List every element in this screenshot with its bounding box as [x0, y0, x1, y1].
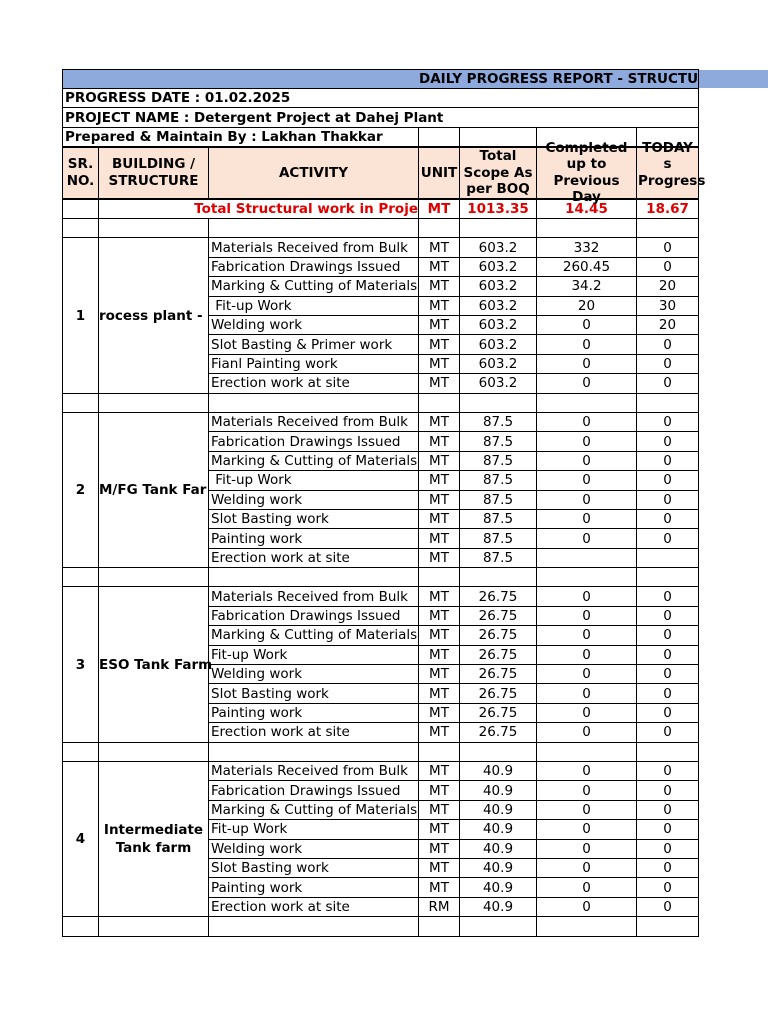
unit-cell: MT: [419, 800, 460, 819]
completed-prev-cell: 0: [537, 703, 637, 722]
scope-cell: 87.5: [460, 471, 537, 490]
scope-cell: 26.75: [460, 665, 537, 684]
unit-cell: MT: [419, 335, 460, 354]
empty-cell: [419, 219, 460, 238]
completed-prev-cell: 0: [537, 665, 637, 684]
empty-cell: [63, 199, 99, 219]
today-cell: 0: [637, 800, 699, 819]
scope-cell: 603.2: [460, 374, 537, 393]
section-sr-no: 3: [63, 587, 99, 742]
today-cell: 0: [637, 645, 699, 664]
activity-cell: Welding work: [209, 490, 419, 509]
activity-cell: Fit-up Work: [209, 820, 419, 839]
scope-cell: 603.2: [460, 238, 537, 257]
unit-cell: MT: [419, 665, 460, 684]
empty-cell: [99, 568, 209, 587]
completed-prev-cell: 0: [537, 839, 637, 858]
activity-cell: Welding work: [209, 665, 419, 684]
unit-cell: MT: [419, 354, 460, 373]
table-row: [63, 762, 699, 781]
activity-cell: Fianl Painting work: [209, 354, 419, 373]
report-title: DAILY PROGRESS REPORT - STRUCTU: [63, 70, 699, 89]
today-cell: 0: [637, 703, 699, 722]
activity-cell: Marking & Cutting of Materials: [209, 626, 419, 645]
today-cell: 0: [637, 858, 699, 877]
empty-cell: [537, 219, 637, 238]
activity-cell: Slot Basting work: [209, 858, 419, 877]
unit-cell: MT: [419, 645, 460, 664]
title-row: [63, 70, 699, 89]
unit-cell: MT: [419, 587, 460, 606]
completed-prev-cell: 0: [537, 800, 637, 819]
total-label: Total Structural work in Proje: [99, 199, 419, 219]
scope-cell: 40.9: [460, 820, 537, 839]
unit-cell: MT: [419, 762, 460, 781]
empty-cell: [419, 742, 460, 761]
scope-cell: 87.5: [460, 548, 537, 567]
activity-cell: Materials Received from Bulk: [209, 412, 419, 431]
empty-cell: [63, 742, 99, 761]
completed-prev-cell: 0: [537, 316, 637, 335]
unit-cell: MT: [419, 703, 460, 722]
empty-cell: [209, 393, 419, 412]
empty-cell: [537, 742, 637, 761]
activity-cell: Painting work: [209, 529, 419, 548]
today-cell: 0: [637, 820, 699, 839]
unit-cell: MT: [419, 781, 460, 800]
activity-cell: Fabrication Drawings Issued: [209, 432, 419, 451]
completed-prev-cell: 0: [537, 897, 637, 916]
completed-prev-cell: 0: [537, 335, 637, 354]
section-building: M/FG Tank Far: [99, 412, 209, 567]
today-cell: 0: [637, 451, 699, 470]
empty-cell: [637, 742, 699, 761]
activity-cell: Marking & Cutting of Materials: [209, 451, 419, 470]
empty-cell: [637, 917, 699, 936]
today-cell: 0: [637, 781, 699, 800]
unit-cell: MT: [419, 529, 460, 548]
header-sr-no: SR. NO.: [63, 147, 99, 199]
empty-cell: [63, 917, 99, 936]
unit-cell: MT: [419, 878, 460, 897]
unit-cell: MT: [419, 471, 460, 490]
today-cell: 0: [637, 897, 699, 916]
table-row: [63, 587, 699, 606]
completed-prev-cell: 0: [537, 684, 637, 703]
table-row: [63, 412, 699, 431]
empty-cell: [99, 219, 209, 238]
empty-cell: [63, 219, 99, 238]
unit-cell: MT: [419, 509, 460, 528]
empty-cell: [637, 393, 699, 412]
completed-prev-cell: 0: [537, 820, 637, 839]
activity-cell: Erection work at site: [209, 897, 419, 916]
scope-cell: 87.5: [460, 451, 537, 470]
total-scope: 1013.35: [460, 199, 537, 219]
empty-cell: [419, 917, 460, 936]
completed-prev-cell: 0: [537, 432, 637, 451]
empty-cell: [209, 568, 419, 587]
activity-cell: Welding work: [209, 316, 419, 335]
today-cell: 0: [637, 335, 699, 354]
spacer-row: [63, 742, 699, 761]
total-today: 18.67: [637, 199, 699, 219]
today-cell: 20: [637, 316, 699, 335]
empty-cell: [419, 568, 460, 587]
completed-prev-cell: 0: [537, 587, 637, 606]
activity-cell: Marking & Cutting of Materials: [209, 800, 419, 819]
scope-cell: 87.5: [460, 490, 537, 509]
scope-cell: 603.2: [460, 277, 537, 296]
completed-prev-cell: 34.2: [537, 277, 637, 296]
scope-cell: 40.9: [460, 781, 537, 800]
spacer-row: [63, 393, 699, 412]
scope-cell: 26.75: [460, 587, 537, 606]
today-cell: 30: [637, 296, 699, 315]
unit-cell: MT: [419, 684, 460, 703]
completed-prev-cell: 0: [537, 451, 637, 470]
empty-cell: [209, 219, 419, 238]
scope-cell: 26.75: [460, 606, 537, 625]
today-cell: 0: [637, 606, 699, 625]
activity-cell: Fit-up Work: [209, 296, 419, 315]
scope-cell: 26.75: [460, 626, 537, 645]
activity-cell: Welding work: [209, 839, 419, 858]
scope-cell: 40.9: [460, 762, 537, 781]
empty-cell: [460, 742, 537, 761]
progress-date-row: [63, 89, 699, 108]
scope-cell: 603.2: [460, 296, 537, 315]
today-cell: 0: [637, 684, 699, 703]
empty-cell: [460, 393, 537, 412]
header-completed-prev-text: Completed up to Previous Day: [545, 139, 628, 206]
today-cell: 0: [637, 839, 699, 858]
header-building: BUILDING / STRUCTURE: [99, 147, 209, 199]
unit-cell: MT: [419, 820, 460, 839]
today-cell: 0: [637, 354, 699, 373]
activity-cell: Fabrication Drawings Issued: [209, 606, 419, 625]
empty-cell: [537, 917, 637, 936]
spacer-row: [63, 568, 699, 587]
progress-date: PROGRESS DATE : 01.02.2025: [63, 89, 699, 108]
today-cell: [637, 548, 699, 567]
section-building: ESO Tank Farm: [99, 587, 209, 742]
today-cell: 0: [637, 490, 699, 509]
activity-cell: Marking & Cutting of Materials: [209, 277, 419, 296]
completed-prev-cell: 0: [537, 490, 637, 509]
title-bar-overflow: [698, 70, 768, 88]
activity-cell: Fabrication Drawings Issued: [209, 781, 419, 800]
today-cell: 0: [637, 257, 699, 276]
scope-cell: 40.9: [460, 878, 537, 897]
empty-cell: [637, 568, 699, 587]
unit-cell: MT: [419, 548, 460, 567]
empty-cell: [537, 393, 637, 412]
total-completed: 14.45: [537, 199, 637, 219]
activity-cell: Painting work: [209, 703, 419, 722]
header-row: [63, 147, 699, 199]
activity-cell: Slot Basting & Primer work: [209, 335, 419, 354]
completed-prev-cell: 20: [537, 296, 637, 315]
progress-report-sheet: [62, 69, 706, 937]
completed-prev-cell: 0: [537, 762, 637, 781]
unit-cell: MT: [419, 374, 460, 393]
activity-cell: Fit-up Work: [209, 471, 419, 490]
section-sr-no: 1: [63, 238, 99, 393]
scope-cell: 40.9: [460, 897, 537, 916]
today-cell: 0: [637, 374, 699, 393]
unit-cell: MT: [419, 839, 460, 858]
activity-cell: Painting work: [209, 878, 419, 897]
empty-cell: [99, 742, 209, 761]
unit-cell: MT: [419, 858, 460, 877]
progress-table: [62, 69, 706, 937]
completed-prev-cell: 0: [537, 374, 637, 393]
completed-prev-cell: 332: [537, 238, 637, 257]
section-sr-no: 4: [63, 762, 99, 917]
scope-cell: 26.75: [460, 684, 537, 703]
today-cell: 0: [637, 432, 699, 451]
completed-prev-cell: 0: [537, 354, 637, 373]
section-building: Intermediate Tank farm: [99, 762, 209, 917]
activity-cell: Materials Received from Bulk: [209, 587, 419, 606]
completed-prev-cell: 0: [537, 723, 637, 742]
scope-cell: 40.9: [460, 858, 537, 877]
scope-cell: 26.75: [460, 645, 537, 664]
scope-cell: 87.5: [460, 509, 537, 528]
scope-cell: 603.2: [460, 354, 537, 373]
empty-cell: [419, 393, 460, 412]
completed-prev-cell: 0: [537, 781, 637, 800]
header-total-scope: Total Scope As per BOQ: [460, 147, 537, 199]
scope-cell: 603.2: [460, 316, 537, 335]
scope-cell: 87.5: [460, 412, 537, 431]
scope-cell: 603.2: [460, 335, 537, 354]
today-cell: 0: [637, 762, 699, 781]
scope-cell: 87.5: [460, 529, 537, 548]
empty-cell: [537, 568, 637, 587]
activity-cell: Erection work at site: [209, 723, 419, 742]
completed-prev-cell: 0: [537, 858, 637, 877]
completed-prev-cell: 0: [537, 606, 637, 625]
today-cell: 0: [637, 665, 699, 684]
spacer-row: [63, 917, 699, 936]
empty-cell: [460, 219, 537, 238]
unit-cell: MT: [419, 723, 460, 742]
completed-prev-cell: 260.45: [537, 257, 637, 276]
empty-cell: [63, 568, 99, 587]
activity-cell: Fit-up Work: [209, 645, 419, 664]
activity-cell: Slot Basting work: [209, 684, 419, 703]
activity-cell: Materials Received from Bulk: [209, 762, 419, 781]
unit-cell: MT: [419, 257, 460, 276]
section-sr-no: 2: [63, 412, 99, 567]
table-row: [63, 238, 699, 257]
empty-cell: [63, 393, 99, 412]
prepared-by: Prepared & Maintain By : Lakhan Thakkar: [63, 127, 419, 147]
unit-cell: MT: [419, 238, 460, 257]
unit-cell: MT: [419, 451, 460, 470]
empty-cell: [460, 127, 537, 147]
today-cell: 0: [637, 878, 699, 897]
activity-cell: Erection work at site: [209, 374, 419, 393]
project-name: PROJECT NAME : Detergent Project at Dahej Plant: [63, 108, 699, 127]
unit-cell: MT: [419, 432, 460, 451]
scope-cell: 40.9: [460, 800, 537, 819]
empty-cell: [99, 917, 209, 936]
empty-cell: [99, 393, 209, 412]
unit-cell: MT: [419, 316, 460, 335]
section-building: rocess plant -: [99, 238, 209, 393]
spacer-row: [63, 219, 699, 238]
activity-cell: Erection work at site: [209, 548, 419, 567]
empty-cell: [460, 568, 537, 587]
project-name-row: [63, 108, 699, 127]
unit-cell: MT: [419, 412, 460, 431]
completed-prev-cell: 0: [537, 509, 637, 528]
today-cell: 20: [637, 277, 699, 296]
empty-cell: [209, 917, 419, 936]
header-completed-prev: [537, 139, 637, 206]
completed-prev-cell: 0: [537, 626, 637, 645]
unit-cell: MT: [419, 277, 460, 296]
scope-cell: 26.75: [460, 723, 537, 742]
completed-prev-cell: 0: [537, 529, 637, 548]
empty-cell: [637, 219, 699, 238]
activity-cell: Slot Basting work: [209, 509, 419, 528]
header-today-text: TODAY s Progress: [638, 139, 706, 189]
today-cell: 0: [637, 509, 699, 528]
today-cell: 0: [637, 529, 699, 548]
total-unit: MT: [419, 199, 460, 219]
today-cell: 0: [637, 471, 699, 490]
today-cell: 0: [637, 412, 699, 431]
today-cell: 0: [637, 587, 699, 606]
header-unit: UNIT: [419, 147, 460, 199]
unit-cell: MT: [419, 490, 460, 509]
unit-cell: MT: [419, 606, 460, 625]
completed-prev-cell: 0: [537, 645, 637, 664]
activity-cell: Fabrication Drawings Issued: [209, 257, 419, 276]
activity-cell: Materials Received from Bulk: [209, 238, 419, 257]
header-activity: ACTIVITY: [209, 147, 419, 199]
completed-prev-cell: [537, 548, 637, 567]
empty-cell: [460, 917, 537, 936]
empty-cell: [209, 742, 419, 761]
scope-cell: 87.5: [460, 432, 537, 451]
today-cell: 0: [637, 238, 699, 257]
scope-cell: 40.9: [460, 839, 537, 858]
unit-cell: MT: [419, 296, 460, 315]
today-cell: 0: [637, 723, 699, 742]
unit-cell: RM: [419, 897, 460, 916]
completed-prev-cell: 0: [537, 471, 637, 490]
empty-cell: [419, 127, 460, 147]
unit-cell: MT: [419, 626, 460, 645]
scope-cell: 26.75: [460, 703, 537, 722]
today-cell: 0: [637, 626, 699, 645]
header-today: [637, 139, 706, 199]
completed-prev-cell: 0: [537, 412, 637, 431]
completed-prev-cell: 0: [537, 878, 637, 897]
scope-cell: 603.2: [460, 257, 537, 276]
